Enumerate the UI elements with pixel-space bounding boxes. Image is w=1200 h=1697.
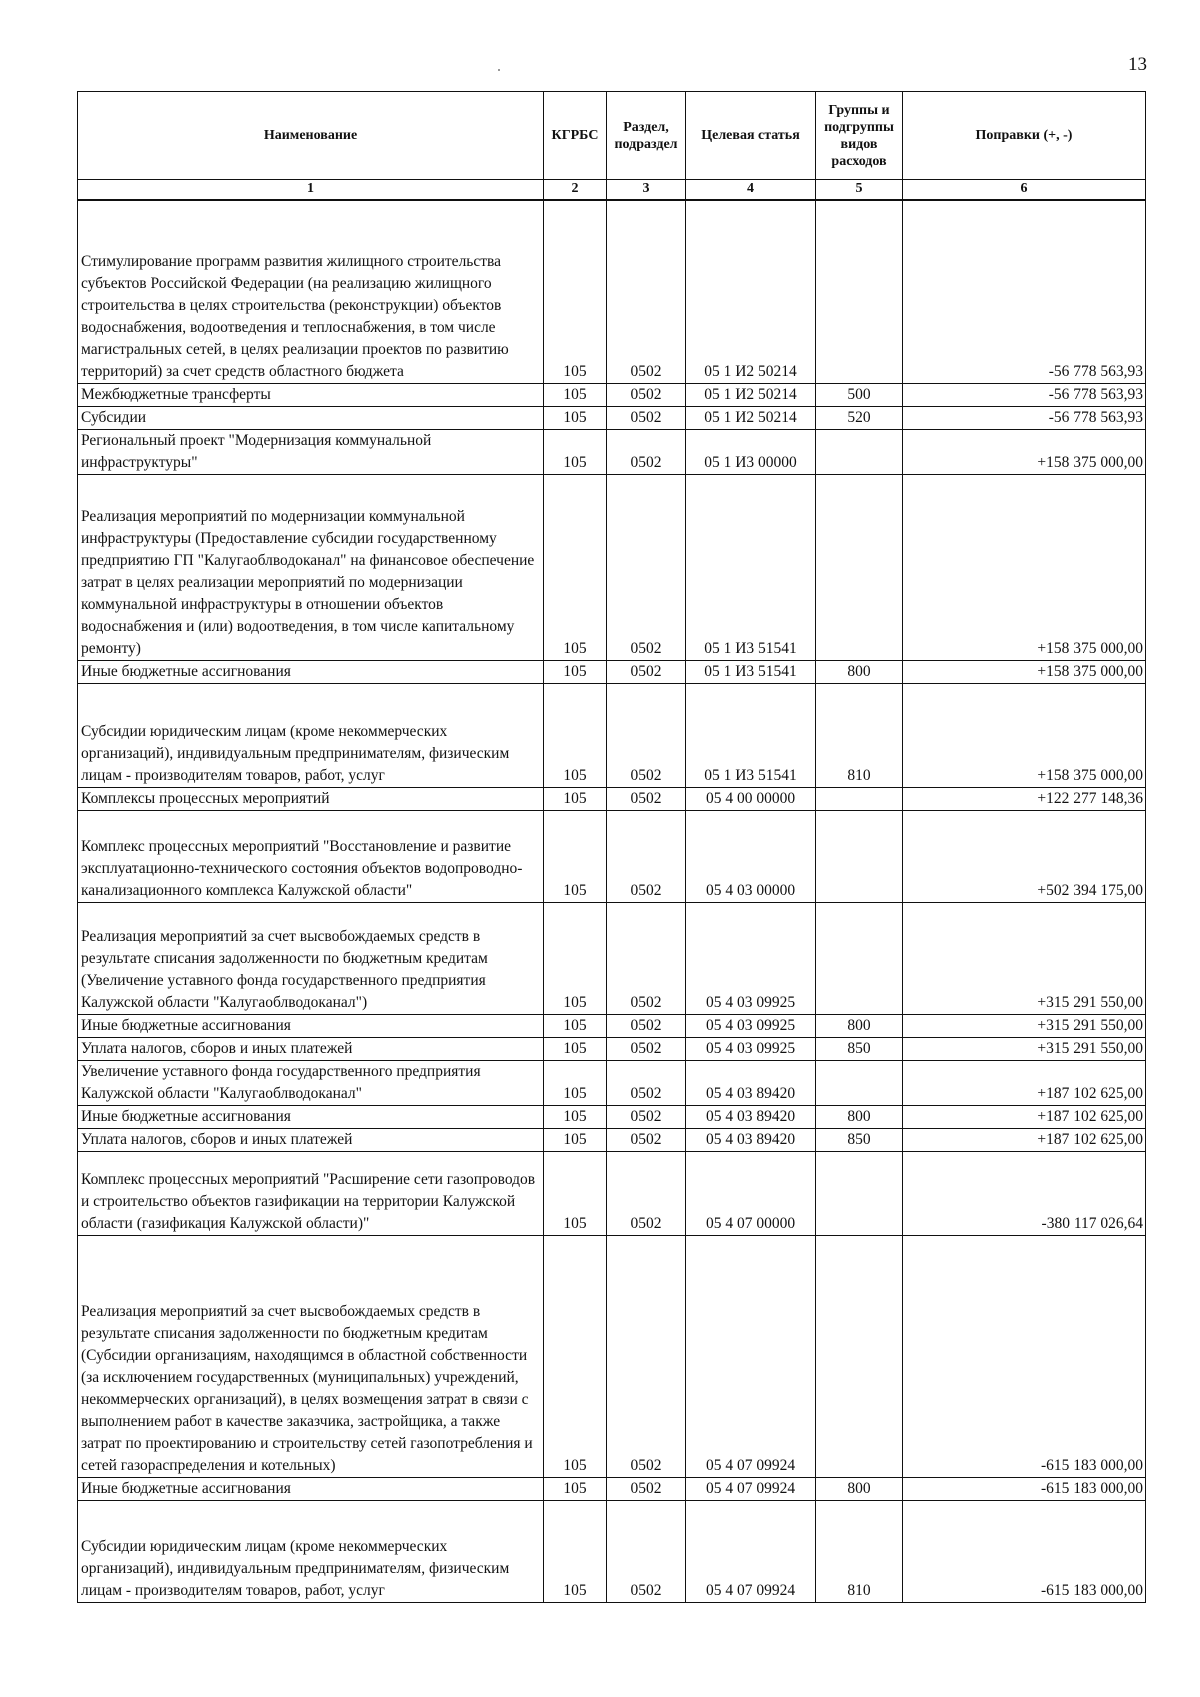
row-section: 0502 bbox=[607, 1061, 686, 1106]
row-section: 0502 bbox=[607, 1015, 686, 1038]
row-amount: -56 778 563,93 bbox=[903, 384, 1146, 407]
row-kgrbs: 105 bbox=[544, 430, 607, 475]
row-name: Субсидии юридическим лицам (кроме некоммерческих организаций), индивидуальным предпринимателям, физическим лицам - производителям товаров, работ, услуг bbox=[78, 1501, 544, 1603]
row-amount: +122 277 148,36 bbox=[903, 788, 1146, 811]
row-expense-group: 800 bbox=[816, 661, 903, 684]
table-header-row bbox=[78, 92, 1146, 180]
row-expense-group bbox=[816, 1152, 903, 1236]
table-row bbox=[78, 684, 1146, 788]
table-row bbox=[78, 661, 1146, 684]
column-number: 3 bbox=[607, 180, 686, 200]
row-target-article: 05 1 И2 50214 bbox=[686, 407, 816, 430]
row-kgrbs: 105 bbox=[544, 1061, 607, 1106]
row-target-article: 05 1 И3 00000 bbox=[686, 430, 816, 475]
row-expense-group bbox=[816, 903, 903, 1015]
page-number: 13 bbox=[1128, 54, 1147, 75]
row-kgrbs: 105 bbox=[544, 475, 607, 661]
column-number: 6 bbox=[903, 180, 1146, 200]
row-expense-group bbox=[816, 475, 903, 661]
row-expense-group bbox=[816, 1061, 903, 1106]
row-section: 0502 bbox=[607, 384, 686, 407]
table-row bbox=[78, 430, 1146, 475]
row-section: 0502 bbox=[607, 1038, 686, 1061]
row-name: Реализация мероприятий за счет высвобождаемых средств в результате списания задолженности по бюджетным кредитам (Субсидии организациям, находящимся в областной собственности (за исключением государственных (муниципальных) учреждений, некоммерческих организаций), в целях возмещения затрат в связи с выполнением работ в качестве заказчика, застройщика, а также затрат по проектированию и строительству сетей газопотребления и сетей газораспределения и котельных) bbox=[78, 1236, 544, 1478]
column-number-row bbox=[78, 180, 1146, 200]
row-name: Региональный проект "Модернизация коммунальной инфраструктуры" bbox=[78, 430, 544, 475]
row-amount: -380 117 026,64 bbox=[903, 1152, 1146, 1236]
header-group: Группы и подгруппы видов расходов bbox=[816, 92, 903, 180]
row-amount: +502 394 175,00 bbox=[903, 811, 1146, 903]
scan-dot bbox=[498, 69, 500, 71]
row-amount: -56 778 563,93 bbox=[903, 200, 1146, 384]
row-target-article: 05 4 03 09925 bbox=[686, 1015, 816, 1038]
column-number: 4 bbox=[686, 180, 816, 200]
column-number: 1 bbox=[78, 180, 544, 200]
row-kgrbs: 105 bbox=[544, 1129, 607, 1152]
header-kgrbs: КГРБС bbox=[544, 92, 607, 180]
row-amount: +187 102 625,00 bbox=[903, 1106, 1146, 1129]
row-expense-group bbox=[816, 200, 903, 384]
row-kgrbs: 105 bbox=[544, 1501, 607, 1603]
table-row bbox=[78, 1038, 1146, 1061]
row-target-article: 05 4 07 09924 bbox=[686, 1501, 816, 1603]
row-target-article: 05 4 03 89420 bbox=[686, 1129, 816, 1152]
table-row bbox=[78, 788, 1146, 811]
row-expense-group: 810 bbox=[816, 684, 903, 788]
table-row bbox=[78, 384, 1146, 407]
row-amount: -615 183 000,00 bbox=[903, 1501, 1146, 1603]
row-name: Уплата налогов, сборов и иных платежей bbox=[78, 1129, 544, 1152]
table-row bbox=[78, 200, 1146, 384]
row-name: Иные бюджетные ассигнования bbox=[78, 1478, 544, 1501]
row-amount: +158 375 000,00 bbox=[903, 661, 1146, 684]
row-kgrbs: 105 bbox=[544, 407, 607, 430]
row-kgrbs: 105 bbox=[544, 661, 607, 684]
row-section: 0502 bbox=[607, 1152, 686, 1236]
table-row bbox=[78, 1478, 1146, 1501]
table-row bbox=[78, 811, 1146, 903]
row-target-article: 05 1 И3 51541 bbox=[686, 475, 816, 661]
table-row bbox=[78, 1236, 1146, 1478]
row-amount: +158 375 000,00 bbox=[903, 430, 1146, 475]
row-kgrbs: 105 bbox=[544, 1478, 607, 1501]
row-amount: -615 183 000,00 bbox=[903, 1478, 1146, 1501]
row-name: Межбюджетные трансферты bbox=[78, 384, 544, 407]
row-name: Комплексы процессных мероприятий bbox=[78, 788, 544, 811]
row-section: 0502 bbox=[607, 903, 686, 1015]
row-name: Комплекс процессных мероприятий "Расширение сети газопроводов и строительство объектов газификации на территории Калужской области (газификация Калужской области)" bbox=[78, 1152, 544, 1236]
row-expense-group: 500 bbox=[816, 384, 903, 407]
table-body bbox=[78, 200, 1146, 1603]
table-row bbox=[78, 475, 1146, 661]
row-name: Увеличение уставного фонда государственного предприятия Калужской области "Калугаоблводоканал" bbox=[78, 1061, 544, 1106]
row-kgrbs: 105 bbox=[544, 1236, 607, 1478]
row-name: Иные бюджетные ассигнования bbox=[78, 1106, 544, 1129]
row-target-article: 05 4 07 00000 bbox=[686, 1152, 816, 1236]
row-section: 0502 bbox=[607, 1501, 686, 1603]
row-target-article: 05 1 И3 51541 bbox=[686, 684, 816, 788]
table-row bbox=[78, 1501, 1146, 1603]
row-section: 0502 bbox=[607, 1478, 686, 1501]
column-number: 2 bbox=[544, 180, 607, 200]
row-section: 0502 bbox=[607, 407, 686, 430]
row-name: Уплата налогов, сборов и иных платежей bbox=[78, 1038, 544, 1061]
row-expense-group bbox=[816, 811, 903, 903]
row-amount: +187 102 625,00 bbox=[903, 1129, 1146, 1152]
row-kgrbs: 105 bbox=[544, 788, 607, 811]
header-section: Раздел, подраздел bbox=[607, 92, 686, 180]
row-name: Реализация мероприятий за счет высвобождаемых средств в результате списания задолженности по бюджетным кредитам (Увеличение уставного фонда государственного предприятия Калужской области "Калугаоблводоканал") bbox=[78, 903, 544, 1015]
row-section: 0502 bbox=[607, 200, 686, 384]
row-amount: +187 102 625,00 bbox=[903, 1061, 1146, 1106]
header-name: Наименование bbox=[78, 92, 544, 180]
row-kgrbs: 105 bbox=[544, 684, 607, 788]
row-target-article: 05 4 00 00000 bbox=[686, 788, 816, 811]
row-expense-group bbox=[816, 788, 903, 811]
row-expense-group bbox=[816, 430, 903, 475]
row-expense-group bbox=[816, 1236, 903, 1478]
row-kgrbs: 105 bbox=[544, 1015, 607, 1038]
row-kgrbs: 105 bbox=[544, 1106, 607, 1129]
table-row bbox=[78, 1106, 1146, 1129]
row-kgrbs: 105 bbox=[544, 1152, 607, 1236]
row-section: 0502 bbox=[607, 1106, 686, 1129]
row-section: 0502 bbox=[607, 661, 686, 684]
row-target-article: 05 4 07 09924 bbox=[686, 1478, 816, 1501]
row-name: Комплекс процессных мероприятий "Восстановление и развитие эксплуатационно-технического состояния объектов водопроводно-канализационного комплекса Калужской области" bbox=[78, 811, 544, 903]
row-expense-group: 520 bbox=[816, 407, 903, 430]
row-kgrbs: 105 bbox=[544, 811, 607, 903]
row-name: Иные бюджетные ассигнования bbox=[78, 1015, 544, 1038]
row-name: Стимулирование программ развития жилищного строительства субъектов Российской Федерации (на реализацию жилищного строительства в целях строительства (реконструкции) объектов водоснабжения, водоотведения и теплоснабжения, в том числе магистральных сетей, в целях реализации проектов по развитию территорий) за счет средств областного бюджета bbox=[78, 200, 544, 384]
row-name: Реализация мероприятий по модернизации коммунальной инфраструктуры (Предоставление субсидии государственному предприятию ГП "Калугаоблводоканал" на финансовое обеспечение затрат в целях реализации мероприятий по модернизации коммунальной инфраструктуры в отношении объектов водоснабжения и (или) водоотведения, в том числе капитальному ремонту) bbox=[78, 475, 544, 661]
row-expense-group: 800 bbox=[816, 1106, 903, 1129]
row-target-article: 05 1 И2 50214 bbox=[686, 200, 816, 384]
row-amount: +315 291 550,00 bbox=[903, 903, 1146, 1015]
row-target-article: 05 4 03 89420 bbox=[686, 1061, 816, 1106]
row-kgrbs: 105 bbox=[544, 200, 607, 384]
row-target-article: 05 1 И3 51541 bbox=[686, 661, 816, 684]
row-section: 0502 bbox=[607, 430, 686, 475]
row-target-article: 05 4 03 00000 bbox=[686, 811, 816, 903]
table-row bbox=[78, 407, 1146, 430]
row-section: 0502 bbox=[607, 811, 686, 903]
row-target-article: 05 4 07 09924 bbox=[686, 1236, 816, 1478]
header-target: Целевая статья bbox=[686, 92, 816, 180]
column-number: 5 bbox=[816, 180, 903, 200]
row-target-article: 05 1 И2 50214 bbox=[686, 384, 816, 407]
row-kgrbs: 105 bbox=[544, 903, 607, 1015]
row-section: 0502 bbox=[607, 1129, 686, 1152]
row-amount: +315 291 550,00 bbox=[903, 1015, 1146, 1038]
row-amount: -56 778 563,93 bbox=[903, 407, 1146, 430]
row-section: 0502 bbox=[607, 1236, 686, 1478]
table-row bbox=[78, 1152, 1146, 1236]
row-amount: +158 375 000,00 bbox=[903, 684, 1146, 788]
row-section: 0502 bbox=[607, 475, 686, 661]
row-kgrbs: 105 bbox=[544, 384, 607, 407]
table-row bbox=[78, 1015, 1146, 1038]
row-target-article: 05 4 03 09925 bbox=[686, 1038, 816, 1061]
budget-table bbox=[77, 91, 1146, 1603]
table-row bbox=[78, 1061, 1146, 1106]
row-section: 0502 bbox=[607, 684, 686, 788]
row-name: Субсидии юридическим лицам (кроме некоммерческих организаций), индивидуальным предпринимателям, физическим лицам - производителям товаров, работ, услуг bbox=[78, 684, 544, 788]
row-amount: +315 291 550,00 bbox=[903, 1038, 1146, 1061]
row-expense-group: 810 bbox=[816, 1501, 903, 1603]
row-expense-group: 800 bbox=[816, 1478, 903, 1501]
row-kgrbs: 105 bbox=[544, 1038, 607, 1061]
header-amount: Поправки (+, -) bbox=[903, 92, 1146, 180]
row-section: 0502 bbox=[607, 788, 686, 811]
row-target-article: 05 4 03 89420 bbox=[686, 1106, 816, 1129]
table-row bbox=[78, 903, 1146, 1015]
row-expense-group: 850 bbox=[816, 1038, 903, 1061]
row-amount: +158 375 000,00 bbox=[903, 475, 1146, 661]
row-target-article: 05 4 03 09925 bbox=[686, 903, 816, 1015]
row-amount: -615 183 000,00 bbox=[903, 1236, 1146, 1478]
row-expense-group: 850 bbox=[816, 1129, 903, 1152]
row-expense-group: 800 bbox=[816, 1015, 903, 1038]
row-name: Субсидии bbox=[78, 407, 544, 430]
table-row bbox=[78, 1129, 1146, 1152]
row-name: Иные бюджетные ассигнования bbox=[78, 661, 544, 684]
